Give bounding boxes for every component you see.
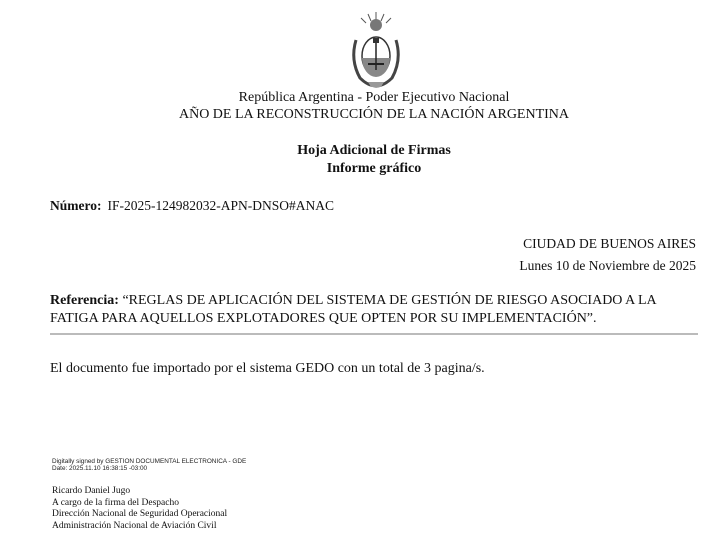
document-number-label: Número: <box>50 198 102 213</box>
reference-text: “REGLAS DE APLICACIÓN DEL SISTEMA DE GESTIÓN DE RIESGO ASOCIADO A LA FATIGA PARA AQUELLOS EXPLOTADORES QUE OPTEN POR SU IMPLEMENTACIÓN”. <box>50 293 656 326</box>
signer-role: A cargo de la firma del Despacho <box>52 497 179 508</box>
reference <box>50 292 700 328</box>
document-number <box>50 198 334 214</box>
body-text: El documento fue importado por el sistema GEDO con un total de 3 pagina/s. <box>50 361 485 376</box>
signer-organization: Administración Nacional de Aviación Civil <box>52 520 217 531</box>
document-subtitle: Informe gráfico <box>326 161 422 176</box>
signer-name: Ricardo Daniel Jugo <box>52 486 131 496</box>
city: CIUDAD DE BUENOS AIRES <box>523 236 696 251</box>
digital-signature-stamp <box>52 458 246 472</box>
digital-signature-date: Date: 2025.11.10 16:38:15 -03:00 <box>52 465 148 472</box>
document-number-value: IF-2025-124982032-APN-DNSO#ANAC <box>107 198 335 213</box>
year-motto: AÑO DE LA RECONSTRUCCIÓN DE LA NACIÓN ARGENTINA <box>178 107 570 122</box>
signer-block <box>52 486 227 532</box>
digital-signature-signer: Digitally signed by GESTION DOCUMENTAL ELECTRONICA - GDE <box>52 458 247 465</box>
reference-label: Referencia: <box>50 293 119 308</box>
signer-department: Dirección Nacional de Seguridad Operacional <box>52 509 228 520</box>
government-header: República Argentina - Poder Ejecutivo Nacional <box>238 90 510 105</box>
date: Lunes 10 de Noviembre de 2025 <box>519 258 696 273</box>
document-title: Hoja Adicional de Firmas <box>297 143 451 158</box>
coat-of-arms-seal <box>346 10 406 90</box>
divider <box>50 333 698 335</box>
